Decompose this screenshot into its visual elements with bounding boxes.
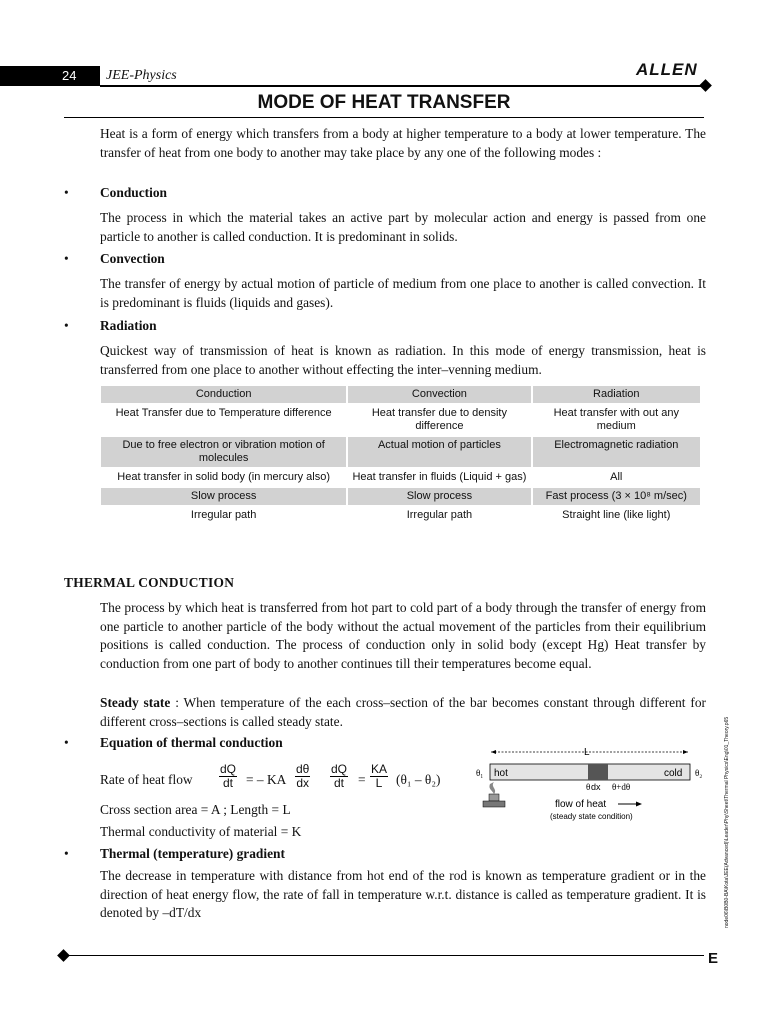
bullet-icon: • — [64, 846, 69, 861]
thermal-conduction-heading: THERMAL CONDUCTION — [64, 575, 235, 590]
cold-label: cold — [664, 768, 683, 779]
bullet-icon: • — [64, 318, 69, 333]
gradient-text: The decrease in temperature with distance from hot end of the rod is known as temperature gradient or in the direction of heat energy flow, the rate of fall in temperature w.r.t. distance is called as temperature gradient. It is denoted by –dT/dx — [100, 868, 706, 920]
table-cell: Slow process — [348, 488, 530, 505]
page-number: 24 — [62, 68, 77, 83]
flame-icon — [489, 782, 495, 794]
radiation-heading: Radiation — [100, 318, 157, 333]
hot-label: hot — [494, 768, 508, 779]
theta2-label: θ₂ — [695, 768, 703, 778]
table-cell: Heat Transfer due to Temperature difference — [101, 405, 346, 435]
gradient-heading: Thermal (temperature) gradient — [100, 846, 285, 861]
table-row — [101, 437, 700, 467]
flow-of-heat-label: flow of heat — [555, 799, 607, 810]
header-rule — [100, 85, 704, 87]
footer-letter: E — [708, 950, 719, 967]
fraction-ka-l — [370, 763, 388, 790]
table-cell: All — [533, 469, 700, 486]
table-cell: Irregular path — [348, 507, 530, 524]
radiation-text: Quickest way of transmission of heat is known as radiation. In this mode of energy transmission, heat is transferred from one place to another without effecting the inter–venning medium. — [100, 343, 706, 377]
rod-element-dx — [588, 764, 608, 780]
thermal-conduction-text: The process by which heat is transferred from hot part to cold part of a body through the transfer of energy from one particle to another particle of the body without the actual movement of the particles from their equilibrium positions is called conduction. The process of conduction only in solid body (except Hg) Heat transfer by conduction from one part of body to another continues till their temperatures become equal. — [100, 600, 706, 671]
table-cell: Electromagnetic radiation — [533, 437, 700, 467]
fraction-dq-dt — [219, 763, 237, 790]
denominator: dt — [223, 776, 234, 790]
title-rule — [64, 117, 704, 118]
bullet-icon: • — [64, 251, 69, 266]
table-cell: Actual motion of particles — [348, 437, 530, 467]
intro-paragraph: Heat is a form of energy which transfers from a body at higher temperature to a body at lower temperature. The transfer of heat from one body to another may take place by any one of the following modes : — [100, 126, 706, 160]
table-cell: Heat transfer with out any medium — [533, 405, 700, 435]
page-title: MODE OF HEAT TRANSFER — [257, 92, 511, 113]
theta-dtheta-label: θ+dθ — [612, 782, 631, 792]
steady-state-paragraph — [100, 694, 706, 731]
denominator: L — [375, 776, 383, 790]
table-cell: Due to free electron or vibration motion of molecules — [101, 437, 346, 467]
flow-arrow-head-icon — [636, 802, 642, 807]
burner-icon — [489, 794, 499, 801]
numerator: dQ — [220, 762, 237, 776]
table-cell: Heat transfer in fluids (Liquid + gas) — [348, 469, 530, 486]
steady-state-label: Steady state — [100, 695, 171, 710]
comparison-table — [99, 384, 702, 526]
table-cell: Irregular path — [101, 507, 346, 524]
table-header-cell: Conduction — [101, 386, 346, 403]
arrow-right-icon — [683, 750, 688, 754]
steady-condition-label: (steady state condition) — [550, 812, 633, 821]
conduction-text: The process in which the material takes an active part by molecular action and energy is passed from one particle to another is called conduction. It is predominant in solids. — [100, 210, 706, 244]
burner-base-icon — [483, 801, 505, 807]
table-row — [101, 507, 700, 524]
table-row — [101, 405, 700, 435]
steady-state-text: : When temperature of the each cross–section of the bar becomes constant through different for different cross–sections is called steady state. — [100, 695, 706, 729]
table-cell: Fast process (3 × 10⁸ m/sec) — [533, 488, 700, 505]
book-title: JEE-Physics — [106, 68, 177, 83]
numerator: dQ — [331, 762, 348, 776]
equals-minus-ka: = – KA — [246, 772, 287, 787]
header-diamond-icon — [699, 79, 712, 92]
convection-heading: Convection — [100, 251, 165, 266]
rate-of-heat-flow-label: Rate of heat flow — [100, 772, 193, 787]
numerator: KA — [371, 762, 388, 776]
table-row — [101, 488, 700, 505]
conduction-heading: Conduction — [100, 185, 167, 200]
equation-heading: Equation of thermal conduction — [100, 735, 283, 750]
table-cell: Straight line (like light) — [533, 507, 700, 524]
dx-label: dx — [591, 782, 601, 792]
fraction-dtheta-dx — [295, 763, 310, 790]
footer-rule — [64, 955, 704, 956]
side-file-path-text: node06\B0B0-BA\Kota\JEE(Advanced)\Leader\Phy\Sheet\Thermal Physics\Eng\01_Theory.p65 — [724, 716, 730, 928]
table-cell: Heat transfer in solid body (in mercury also) — [101, 469, 346, 486]
cross-section-text: Cross section area = A ; Length = L — [100, 802, 291, 817]
equals-sign: = — [358, 772, 366, 787]
allen-logo: ALLEN — [636, 60, 698, 79]
conductivity-text: Thermal conductivity of material = K — [100, 824, 302, 839]
temperature-difference: (θ₁ – θ₂) — [396, 772, 441, 787]
table-header-cell: Radiation — [533, 386, 700, 403]
arrow-left-icon — [491, 750, 496, 754]
side-file-path — [712, 690, 728, 930]
table-header-row — [101, 386, 700, 403]
denominator: dt — [334, 776, 345, 790]
bullet-icon: • — [64, 735, 69, 750]
denominator: dx — [296, 776, 310, 790]
table-row — [101, 469, 700, 486]
fraction-dq-dt-2 — [330, 763, 348, 790]
convection-text: The transfer of energy by actual motion of particle of medium from one place to another is called convection. It is predominant is fluids (liquids and gases). — [100, 276, 706, 310]
numerator: dθ — [296, 762, 310, 776]
table-header-cell: Convection — [348, 386, 530, 403]
bullet-icon: • — [64, 185, 69, 200]
rod-diagram — [476, 746, 712, 826]
theta1-label: θ₁ — [476, 768, 484, 778]
theta-label: θ — [586, 782, 591, 792]
table-cell: Heat transfer due to density difference — [348, 405, 530, 435]
length-label: L — [584, 747, 590, 758]
table-cell: Slow process — [101, 488, 346, 505]
